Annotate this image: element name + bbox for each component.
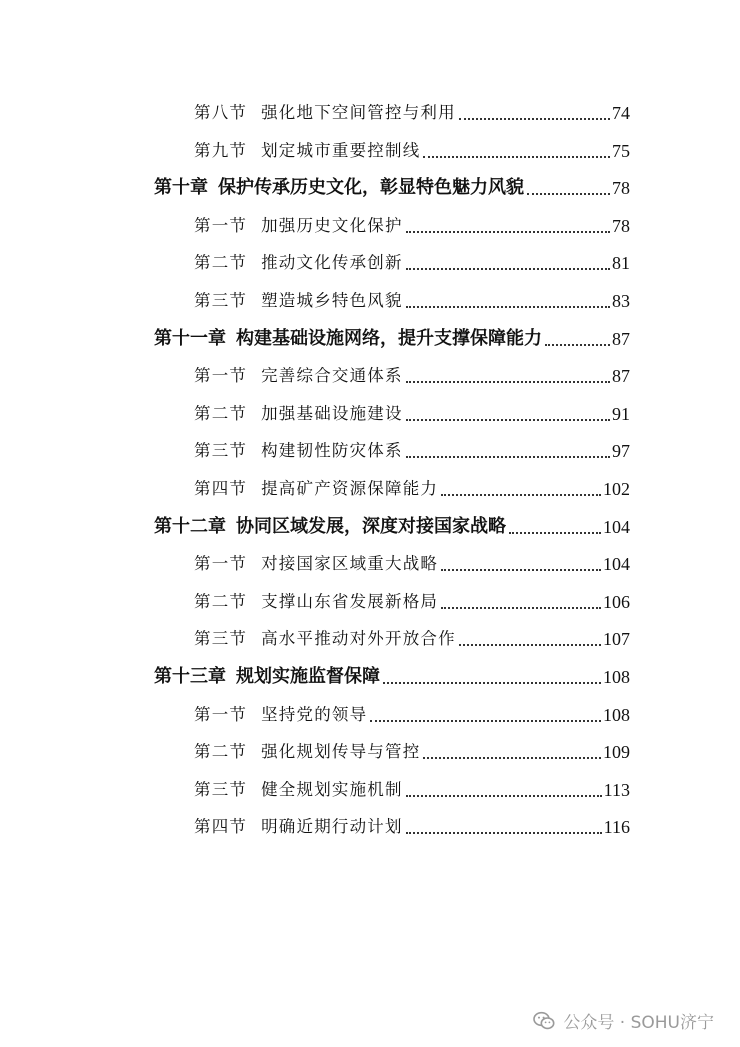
toc-entry-section[interactable] xyxy=(194,702,630,728)
entry-page-number: 108 xyxy=(603,667,630,687)
toc-entry-chapter[interactable] xyxy=(154,326,630,352)
entry-number: 第二节 xyxy=(194,403,248,423)
toc-entry-section[interactable] xyxy=(194,250,630,276)
entry-number: 第三节 xyxy=(194,441,248,461)
dot-leader xyxy=(423,146,610,158)
dot-leader xyxy=(441,559,601,571)
toc-entry-section[interactable] xyxy=(194,363,630,389)
entry-page-number: 97 xyxy=(612,441,630,462)
dot-leader xyxy=(406,371,610,383)
dot-leader xyxy=(406,221,610,233)
entry-title: 对接国家区域重大战略 xyxy=(261,554,439,574)
entry-page-number: 75 xyxy=(612,140,630,161)
dot-leader xyxy=(509,522,601,534)
toc-entry-section[interactable] xyxy=(194,288,630,314)
entry-page-number: 74 xyxy=(612,103,630,123)
entry-title: 坚持党的领导 xyxy=(261,704,368,724)
entry-number: 第十章 xyxy=(154,177,208,199)
entry-number: 第二节 xyxy=(194,591,248,611)
dot-leader xyxy=(370,710,601,722)
entry-title: 支撑山东省发展新格局 xyxy=(261,591,439,611)
toc-entry-section[interactable] xyxy=(194,213,630,239)
dot-leader xyxy=(441,597,601,609)
dot-leader xyxy=(406,785,602,797)
dot-leader xyxy=(423,747,601,759)
toc-entry-chapter[interactable] xyxy=(154,514,630,540)
entry-number: 第一节 xyxy=(194,554,248,574)
entry-page-number: 109 xyxy=(603,742,630,763)
dot-leader xyxy=(406,258,610,270)
entry-page-number: 108 xyxy=(603,704,630,725)
entry-title: 强化规划传导与管控 xyxy=(261,742,421,762)
entry-title: 完善综合交通体系 xyxy=(261,366,403,386)
entry-page-number: 102 xyxy=(603,479,630,499)
toc-entry-chapter[interactable] xyxy=(154,664,630,690)
toc-entry-section[interactable] xyxy=(194,401,630,427)
entry-number: 第一节 xyxy=(194,366,248,386)
entry-title: 加强基础设施建设 xyxy=(261,403,403,423)
entry-title: 规划实施监督保障 xyxy=(236,666,380,687)
dot-leader xyxy=(406,409,610,421)
entry-number: 第十二章 xyxy=(154,515,226,537)
entry-title: 划定城市重要控制线 xyxy=(261,140,421,160)
entry-number: 第二节 xyxy=(194,742,248,762)
toc-entry-section[interactable] xyxy=(194,438,630,464)
entry-page-number: 87 xyxy=(612,366,630,387)
entry-page-number: 81 xyxy=(612,253,630,274)
wechat-icon xyxy=(533,1011,555,1031)
entry-page-number: 104 xyxy=(603,516,630,537)
entry-page-number: 78 xyxy=(612,178,630,199)
dot-leader xyxy=(459,634,601,646)
dot-leader xyxy=(383,672,601,684)
entry-number: 第十一章 xyxy=(154,327,226,349)
entry-number: 第三节 xyxy=(194,291,248,310)
toc-entry-section[interactable] xyxy=(194,100,630,126)
entry-page-number: 107 xyxy=(603,629,630,650)
entry-title: 塑造城乡特色风貌 xyxy=(261,291,403,310)
watermark xyxy=(533,1008,714,1033)
toc-entry-section[interactable] xyxy=(194,551,630,577)
entry-title: 构建基础设施网络，提升支撑保障能力 xyxy=(236,327,542,349)
toc-entry-section[interactable] xyxy=(194,739,630,765)
entry-number: 第四节 xyxy=(194,479,248,498)
entry-page-number: 78 xyxy=(612,215,630,236)
dot-leader xyxy=(527,183,610,195)
entry-page-number: 83 xyxy=(612,291,630,311)
entry-page-number: 104 xyxy=(603,554,630,575)
dot-leader xyxy=(406,822,602,834)
dot-leader xyxy=(459,108,610,120)
entry-number: 第九节 xyxy=(194,140,248,160)
entry-title: 协同区域发展，深度对接国家战略 xyxy=(236,515,506,537)
entry-number: 第二节 xyxy=(194,253,248,273)
entry-number: 第一节 xyxy=(194,704,248,724)
dot-leader xyxy=(406,296,610,308)
entry-page-number: 116 xyxy=(603,817,630,838)
entry-number: 第一节 xyxy=(194,215,248,235)
entry-page-number: 87 xyxy=(612,328,630,349)
entry-number: 第十三章 xyxy=(154,666,226,687)
entry-number: 第八节 xyxy=(194,103,248,122)
entry-title: 强化地下空间管控与利用 xyxy=(261,103,456,122)
toc-entry-section[interactable] xyxy=(194,476,630,502)
entry-title: 加强历史文化保护 xyxy=(261,215,403,235)
entry-number: 第四节 xyxy=(194,817,248,837)
entry-title: 健全规划实施机制 xyxy=(261,779,403,799)
toc-entry-section[interactable] xyxy=(194,777,630,803)
toc-entry-section[interactable] xyxy=(194,138,630,164)
toc-entry-chapter[interactable] xyxy=(154,175,630,201)
dot-leader xyxy=(441,484,601,496)
toc-entry-section[interactable] xyxy=(194,814,630,840)
entry-title: 高水平推动对外开放合作 xyxy=(261,629,456,649)
dot-leader xyxy=(545,334,610,346)
entry-page-number: 106 xyxy=(603,591,630,612)
entry-title: 推动文化传承创新 xyxy=(261,253,403,273)
entry-title: 明确近期行动计划 xyxy=(261,817,403,837)
entry-number: 第三节 xyxy=(194,629,248,649)
dot-leader xyxy=(406,446,610,458)
toc-entry-section[interactable] xyxy=(194,589,630,615)
entry-title: 提高矿产资源保障能力 xyxy=(261,479,439,498)
entry-page-number: 113 xyxy=(603,779,630,800)
entry-title: 构建韧性防灾体系 xyxy=(261,441,403,461)
entry-page-number: 91 xyxy=(612,403,630,424)
entry-number: 第三节 xyxy=(194,779,248,799)
entry-title: 保护传承历史文化，彰显特色魅力风貌 xyxy=(218,177,524,199)
toc-entry-section[interactable] xyxy=(194,626,630,652)
watermark-text: 公众号 · SOHU济宁 xyxy=(563,1013,714,1033)
